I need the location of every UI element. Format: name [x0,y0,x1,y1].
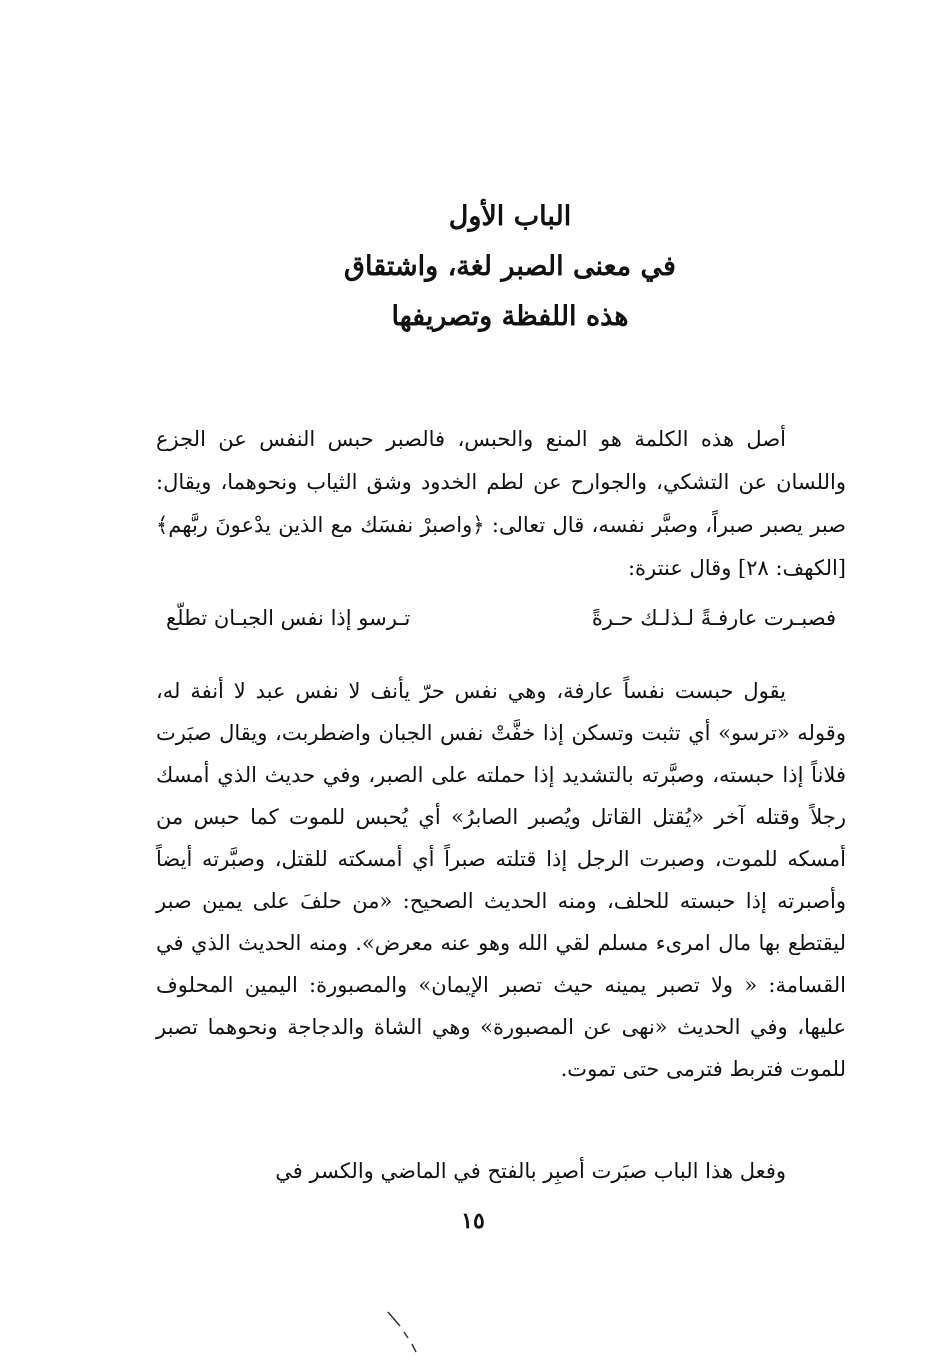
paragraph-1: أصل هذه الكلمة هو المنع والحبس، فالصبر حبس النفس عن الجزع واللسان عن التشكي، والجوارح عن لطم الخدود وشق الثياب ونحوهما، ويقال: صبر يصبر صبراً، وصبَّر نفسه، قال تعالى: ﴿واصبرْ نفسَك مع الذين يدْعونَ ربَّهم﴾ [الكهف: ٢٨] وقال عنترة: [156,427,846,580]
verse-first-hemistich: فصبـرت عارفـةً لـذلـك حـرةً [591,606,836,630]
chapter-subtitle-line-1: في معنى الصبر لغة، واشتقاق [344,251,676,282]
paragraph-3: وفعل هذا الباب صبَرت أصبِر بالفتح في الماضي والكسر في [275,1159,786,1183]
poetry-verse [156,598,846,642]
scan-mark-icon [386,1300,426,1360]
paragraph-2: يقول حبست نفساً عارفة، وهي نفس حرّ يأنف لا نفس عبد لا أنفة له، وقوله «ترسو» أي تثبت وتسكن إذا خفَّتْ نفس الجبان واضطربت، ويقال صبَرت فلاناً إذا حبسته، وصبَّرته بالتشديد إذا حملته على الصبر، وفي حديث الذي أمسك رجلاً وقتله آخر «يُقتل القاتل ويُصبر الصابرُ» أي يُحبس للموت كما حبس من أمسكه للموت، وصبرت الرجل إذا قتلته صبراً أي أمسكته للقتل، وصبَّرته أيضاً وأصبرته إذا حبسته للحلف، ومنه الحديث الصحيح: «من حلفَ على يمين صبر ليقتطع بها مال امرىء مسلم لقي الله وهو عنه معرض». ومنه الحديث الذي في القسامة: « ولا تصبر يمينه حيث تصبر الإيمان» والمصبورة: اليمين المحلوف عليها، وفي الحديث «نهى عن المصبورة» وهي الشاة والدجاجة ونحوهما تصبر للموت فتربط فترمى حتى تموت. [156,679,846,1081]
chapter-title: الباب الأول [448,201,572,232]
verse-second-hemistich: تـرسو إذا نفس الجبـان تطلّع [166,606,411,630]
page-number: ١٥ [461,1208,485,1234]
chapter-subtitle-line-2: هذه اللفظة وتصريفها [391,301,629,332]
chapter-heading [200,192,820,342]
